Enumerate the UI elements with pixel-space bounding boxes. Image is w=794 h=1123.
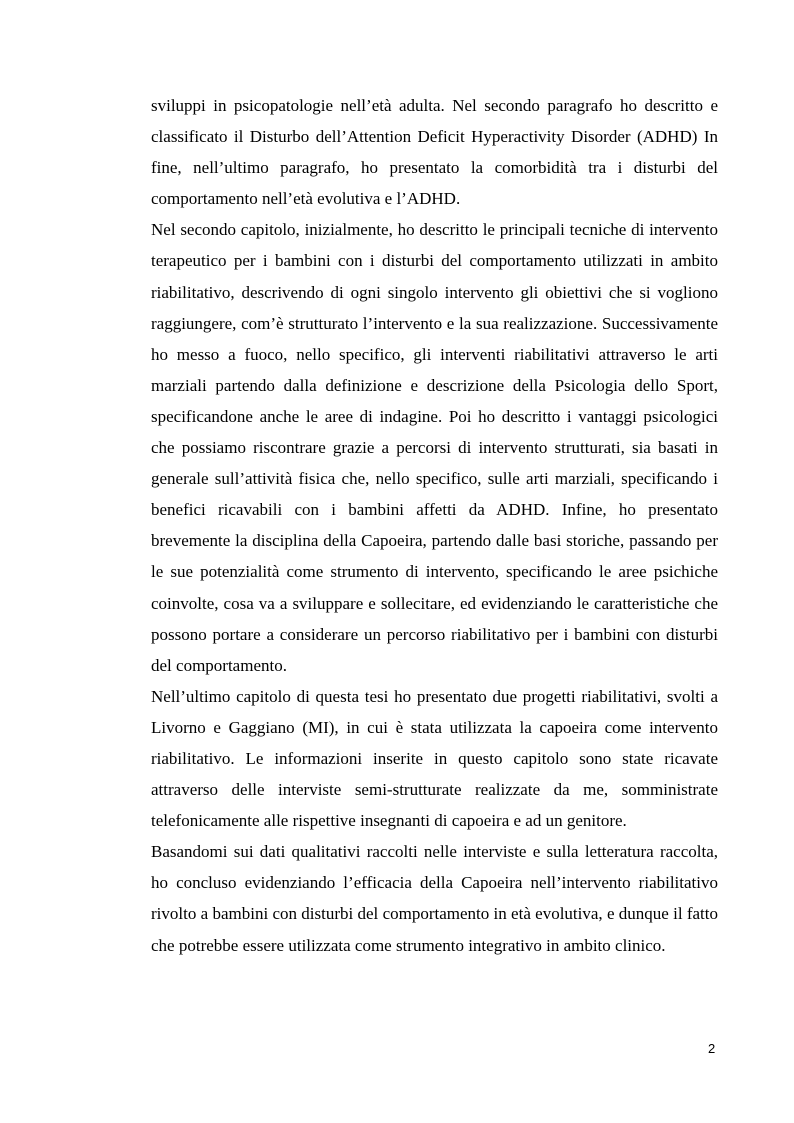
body-text [151, 90, 718, 961]
paragraph-continuation: sviluppi in psicopatologie nell’età adulta. Nel secondo paragrafo ho descritto e classificato il Disturbo dell’Attention Deficit Hyperactivity Disorder (ADHD) In fine, nell’ultimo paragrafo, ho presentato la comorbidità tra i disturbi del comportamento nell’età evolutiva e l’ADHD. [151, 96, 718, 209]
paragraph-conclusion: Basandomi sui dati qualitativi raccolti nelle interviste e sulla letteratura raccolta, ho concluso evidenziando l’efficacia della Capoeira nell’intervento riabilitativo rivolto a bambini con disturbi del comportamento in età evolutiva, e dunque il fatto che potrebbe essere utilizzata come strumento integrativo in ambito clinico. [151, 842, 718, 955]
paragraph-last-chapter: Nell’ultimo capitolo di questa tesi ho presentato due progetti riabilitativi, svolti a Livorno e Gaggiano (MI), in cui è stata utilizzata la capoeira come intervento riabilitativo. Le informazioni inserite in questo capitolo sono state ricavate attraverso delle interviste semi-strutturate realizzate da me, somministrate telefonicamente alle rispettive insegnanti di capoeira e ad un genitore. [151, 686, 718, 831]
paragraph-second-chapter: Nel secondo capitolo, inizialmente, ho descritto le principali tecniche di intervento terapeutico per i bambini con i disturbi del comportamento utilizzati in ambito riabilitativo, descrivendo di ogni singolo intervento gli obiettivi che si vogliono raggiungere, com’è strutturato l’intervento e la sua realizzazione. Successivamente ho messo a fuoco, nello specifico, gli interventi riabilitativi attraverso le arti marziali partendo dalla definizione e descrizione della Psicologia dello Sport, specificandone anche le aree di indagine. Poi ho descritto i vantaggi psicologici che possiamo riscontrare grazie a percorsi di intervento strutturati, sia basati in generale sull’attività fisica che, nello specifico, sulle arti marziali, specificando i benefici ricavabili con i bambini affetti da ADHD. Infine, ho presentato brevemente la disciplina della Capoeira, partendo dalle basi storiche, passando per le sue potenzialità come strumento di intervento, specificando le aree psichiche coinvolte, cosa va a sviluppare e sollecitare, ed evidenziando le caratteristiche che possono portare a considerare un percorso riabilitativo per i bambini con disturbi del comportamento. [151, 220, 718, 675]
page-number: 2 [708, 1041, 716, 1056]
